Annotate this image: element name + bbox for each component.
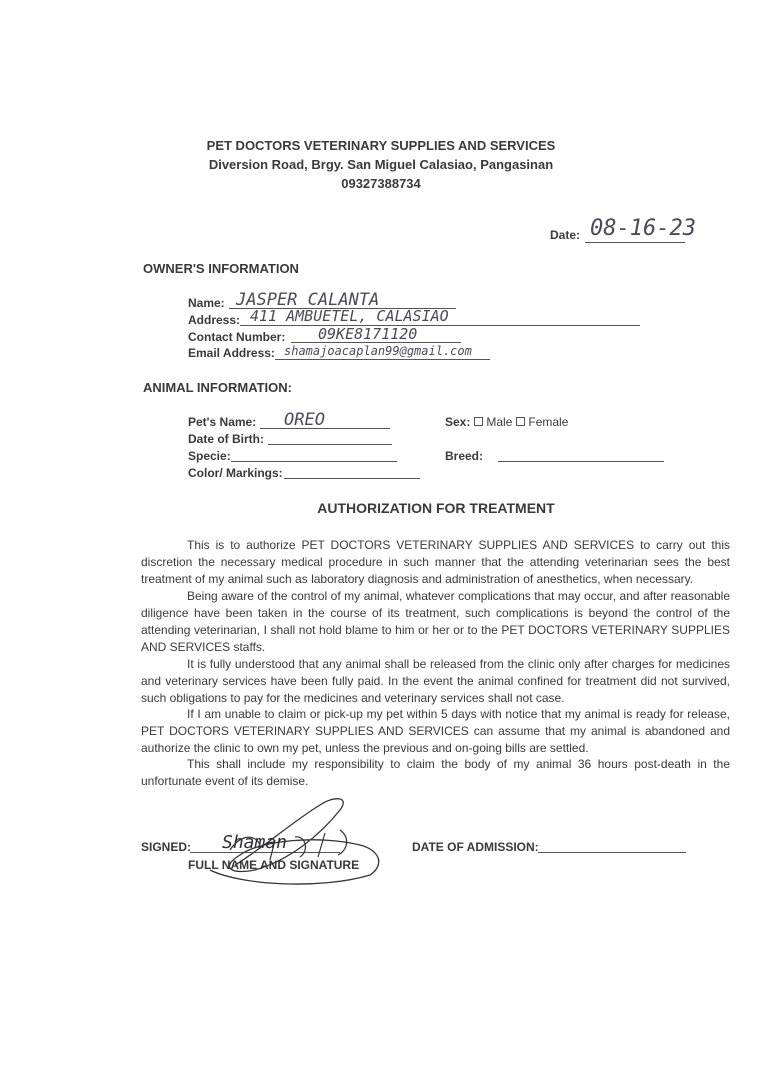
auth-paragraph-4: If I am unable to claim or pick-up my pet within 5 days with notice that my animal is ready for release, PET DOCTORS VETERINARY SUPPLIES AND SERVICES can assume that my animal is abandoned and authorize the clinic to own my pet, unless the previous and on-going bills are settled. (141, 707, 730, 755)
auth-paragraph-2: Being aware of the control of my animal, whatever complications that may occur, and after reasonable diligence have been taken in the course of its treatment, such complications is beyond the control of the attending veterinarian, I shall not hold blame to him or her or to the PET DOCTORS VETERINARY SUPPLIES AND SERVICES staffs. (141, 589, 730, 654)
company-address: Diversion Road, Brgy. San Miguel Calasiao, Pangasinan (208, 157, 554, 172)
date-line (585, 242, 685, 243)
company-phone: 09327388734 (341, 176, 421, 191)
pet-name-label: Pet's Name: (188, 415, 257, 429)
sex-field (445, 415, 568, 429)
owner-email-line (275, 359, 490, 360)
sex-label: Sex: (445, 415, 471, 429)
male-checkbox[interactable] (474, 417, 483, 426)
auth-paragraph-5: This shall include my responsibility to claim the body of my animal 36 hours post-death in the unfortunate event of its demise. (141, 757, 730, 788)
owner-name-value: JASPER CALANTA (236, 290, 380, 310)
admission-line (538, 852, 686, 853)
color-label: Color/ Markings: (188, 466, 283, 480)
owner-contact-label: Contact Number: (188, 330, 286, 344)
signature-name: Shaman (222, 832, 288, 853)
owner-contact-value: 09KE8171120 (318, 325, 418, 343)
auth-paragraph-3: It is fully understood that any animal shall be released from the clinic only after charges for medicines and veterinary services have been fully paid. In the event the animal confined for treatment did not survived, such obligations to pay for the medicines and veterinary services shall not case. (141, 657, 730, 705)
dob-label: Date of Birth: (188, 432, 264, 446)
signature-caption: FULL NAME AND SIGNATURE (188, 858, 360, 872)
pet-name-value: OREO (284, 410, 325, 430)
auth-paragraph-1: This is to authorize PET DOCTORS VETERINARY SUPPLIES AND SERVICES to carry out this discretion the necessary medical procedure in such manner that the attending veterinarian sees the best treatment of my animal such as laboratory diagnosis and administration of anesthetics, when necessary. (141, 538, 730, 586)
date-label: Date: (550, 228, 581, 242)
color-line (284, 478, 420, 479)
specie-line (231, 461, 397, 462)
owner-name-label: Name: (188, 296, 225, 310)
breed-label: Breed: (445, 449, 484, 463)
breed-line (498, 461, 664, 462)
admission-label: DATE OF ADMISSION: (412, 840, 539, 854)
dob-line (268, 444, 392, 445)
owner-email-label: Email Address: (188, 346, 275, 360)
date-value: 08-16-23 (590, 216, 696, 241)
male-label: Male (486, 415, 513, 429)
owner-email-value: shamajoacaplan99@gmail.com (284, 344, 472, 358)
owner-heading: OWNER'S INFORMATION (143, 261, 299, 276)
authorization-title: AUTHORIZATION FOR TREATMENT (317, 500, 555, 516)
owner-address-line (240, 325, 640, 326)
company-name: PET DOCTORS VETERINARY SUPPLIES AND SERVICES (206, 138, 556, 153)
specie-label: Specie: (188, 449, 231, 463)
female-label: Female (528, 415, 569, 429)
female-checkbox[interactable] (516, 417, 525, 426)
pet-name-line (260, 428, 390, 429)
owner-address-label: Address: (188, 313, 241, 327)
owner-address-value: 411 AMBUETEL, CALASIAO (250, 307, 449, 325)
animal-heading: ANIMAL INFORMATION: (143, 380, 292, 395)
signed-label: SIGNED: (141, 840, 192, 854)
